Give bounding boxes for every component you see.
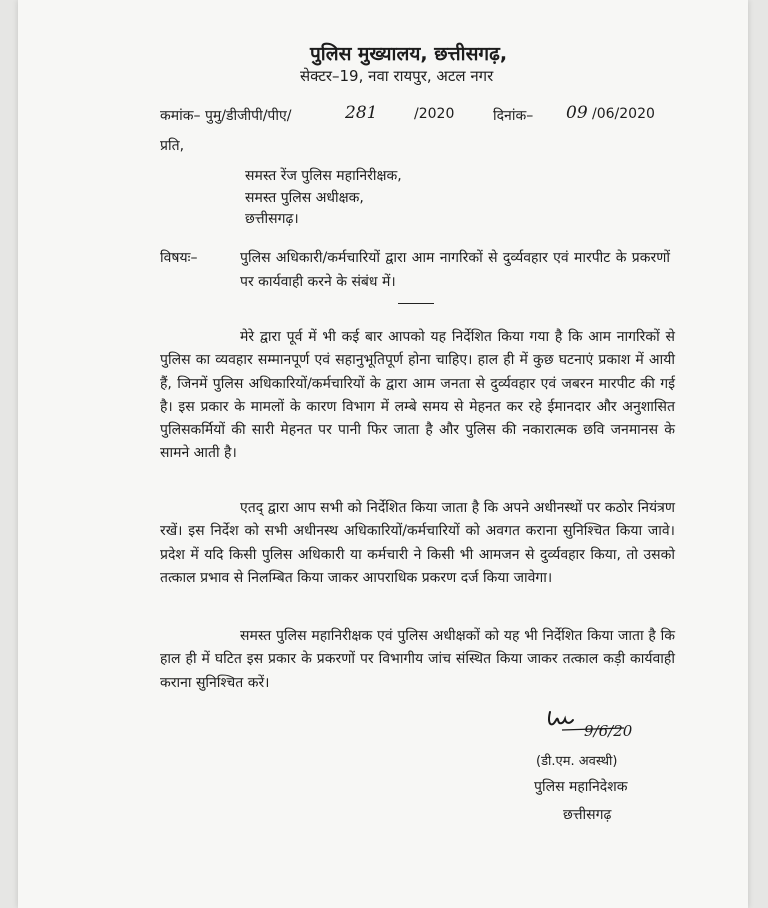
- to-label: प्रति,: [160, 138, 185, 154]
- signatory-state: छत्तीसगढ़: [563, 807, 612, 823]
- recipient-line: समस्त पुलिस अधीक्षक,: [245, 190, 364, 206]
- signature-date: 9/6/20: [584, 722, 633, 740]
- reference-number-label: कमांक– पुमु/डीजीपी/पीए/: [160, 108, 292, 124]
- body-paragraph: समस्त पुलिस महानिरीक्षक एवं पुलिस अधीक्षकों को यह भी निर्देशित किया जाता है कि हाल ही में घटित इस प्रकार के प्रकरणों पर विभागीय जांच संस्थित किया जाकर तत्काल कड़ी कार्यवाही कराना सुनिश्चित करें।: [160, 628, 675, 691]
- reference-number-value: 281: [345, 103, 378, 123]
- date-label: दिनांक–: [493, 108, 534, 124]
- subject-divider: [398, 303, 434, 304]
- date-month-year: /06/2020: [592, 106, 655, 122]
- signatory-title: पुलिस महानिदेशक: [534, 779, 628, 795]
- body-paragraph: एतद् द्वारा आप सभी को निर्देशित किया जाता है कि अपने अधीनस्थों पर कठोर नियंत्रण रखें। इस निर्देश को सभी अधीनस्थ अधिकारियों/कर्मचारियों को अवगत कराना सुनिश्चित किया जावे। प्रदेश में यदि किसी पुलिस अधिकारी या कर्मचारी ने किसी भी आमजन से दुर्व्यवहार किया, तो उसको तत्काल प्रभाव से निलम्बित किया जाकर आपराधिक प्रकरण दर्ज किया जावेगा।: [160, 500, 675, 586]
- body-paragraph: मेरे द्वारा पूर्व में भी कई बार आपको यह निर्देशित किया गया है कि आम नागरिकों से पुलिस का व्यवहार सम्मानपूर्ण एवं सहानुभूतिपूर्ण होना चाहिए। हाल ही में कुछ घटनाएं प्रकाश में आयी हैं, जिनमें पुलिस अधिकारियों/कर्मचारियों के द्वारा आम जनता से दुर्व्यवहार एवं जबरन मारपीट की गई है। इस प्रकार के मामलों के कारण विभाग में लम्बे समय से मेहनत कर रहे ईमानदार और अनुशासित पुलिसकर्मियों की सारी मेहनत पर पानी फिर जाता है और पुलिस की नकारात्मक छवि जनमानस के सामने आती है।: [160, 329, 675, 462]
- subject-label: विषयः–: [160, 250, 198, 266]
- recipient-line: छत्तीसगढ़।: [245, 211, 299, 227]
- org-heading: पुलिस मुख्यालय, छत्तीसगढ़,: [310, 43, 508, 65]
- org-address: सेक्टर–19, नवा रायपुर, अटल नगर: [300, 67, 494, 85]
- reference-year: /2020: [414, 106, 455, 122]
- recipient-line: समस्त रेंज पुलिस महानिरीक्षक,: [245, 168, 402, 184]
- date-day: 09: [566, 103, 588, 123]
- subject-text: पुलिस अधिकारी/कर्मचारियों द्वारा आम नागरिकों से दुर्व्यवहार एवं मारपीट के प्रकरणों पर कार्यवाही करने के संबंध में।: [240, 250, 670, 290]
- signatory-name: (डी.एम. अवस्थी): [536, 754, 618, 769]
